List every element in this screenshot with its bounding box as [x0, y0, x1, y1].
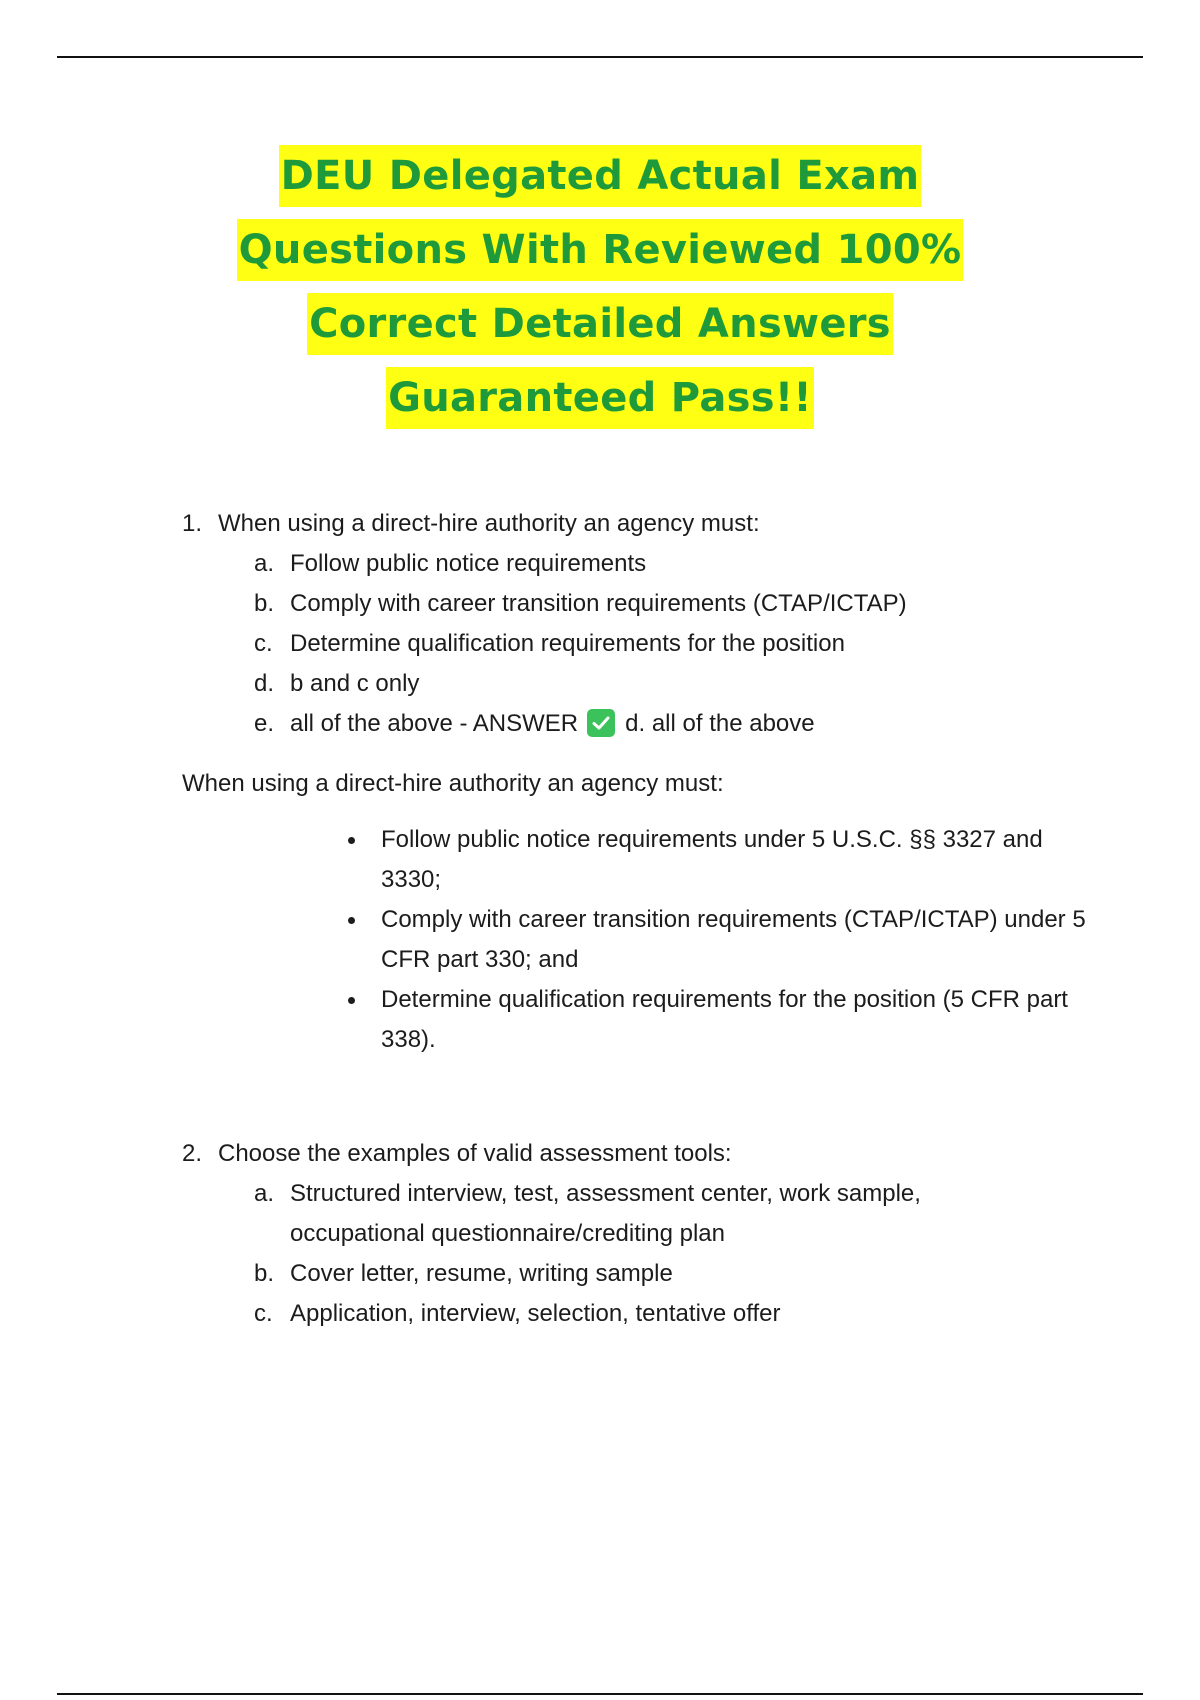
- option-letter: c.: [254, 630, 273, 657]
- options-list: [254, 544, 1082, 744]
- bullet-icon: [345, 980, 381, 1060]
- title-line-3: Correct Detailed Answers: [307, 293, 893, 355]
- option-d: [254, 664, 1082, 704]
- question-text: Choose the examples of valid assessment tools:: [218, 1140, 732, 1167]
- option-letter: a.: [254, 550, 275, 577]
- bullet-item: [345, 980, 1105, 1060]
- option-letter: b.: [254, 590, 275, 617]
- option-c: [254, 624, 1082, 664]
- question-1: [182, 504, 1082, 744]
- bullet-text: Determine qualification requirements for the position (5 CFR part 338).: [381, 986, 1068, 1053]
- option-letter: a.: [254, 1180, 275, 1207]
- bullet-text: Comply with career transition requirements (CTAP/ICTAP) under 5 CFR part 330; and: [381, 906, 1086, 973]
- bullet-icon: [345, 820, 381, 900]
- question-2: [182, 1134, 1082, 1334]
- title-line-2: Questions With Reviewed 100%: [237, 219, 964, 281]
- options-list: [254, 1174, 994, 1334]
- option-letter: c.: [254, 1300, 273, 1327]
- option-letter: d.: [254, 670, 275, 697]
- option-text: Determine qualification requirements for the position: [290, 630, 845, 657]
- option-letter: b.: [254, 1260, 275, 1287]
- option-e-line: [290, 704, 1082, 744]
- option-a: [254, 544, 1082, 584]
- question-text: When using a direct-hire authority an agency must:: [218, 510, 760, 537]
- bullet-icon: [345, 900, 381, 980]
- option-text: Structured interview, test, assessment center, work sample, occupational questionnaire/crediting plan: [290, 1180, 921, 1247]
- check-mark-icon: [587, 709, 615, 737]
- document-title: [0, 145, 1200, 441]
- bullet-item: [345, 900, 1105, 980]
- option-text: Application, interview, selection, tentative offer: [290, 1300, 781, 1327]
- option-text: Follow public notice requirements: [290, 550, 647, 577]
- top-rule: [57, 56, 1143, 58]
- option-text: Comply with career transition requirements (CTAP/ICTAP): [290, 590, 907, 617]
- title-line-1: DEU Delegated Actual Exam: [279, 145, 922, 207]
- option-letter: e.: [254, 710, 275, 737]
- bullet-item: [345, 820, 1105, 900]
- option-text: all of the above - ANSWER: [290, 710, 579, 737]
- option-b: [254, 584, 1082, 624]
- question-number: 1.: [182, 510, 203, 537]
- question-number: 2.: [182, 1140, 203, 1167]
- option-e: [254, 704, 1082, 744]
- bullet-text: Follow public notice requirements under 5 U.S.C. §§ 3327 and 3330;: [381, 826, 1043, 893]
- explanation-lead: When using a direct-hire authority an agency must:: [182, 770, 724, 797]
- option-text: b and c only: [290, 670, 420, 697]
- bottom-rule: [57, 1693, 1143, 1695]
- option-b: [254, 1254, 994, 1294]
- explanation-bullets: [345, 820, 1105, 1060]
- option-text: Cover letter, resume, writing sample: [290, 1260, 673, 1287]
- option-a: [254, 1174, 994, 1254]
- option-c: [254, 1294, 994, 1334]
- answer-text: d. all of the above: [625, 710, 815, 737]
- title-line-4: Guaranteed Pass!!: [386, 367, 814, 429]
